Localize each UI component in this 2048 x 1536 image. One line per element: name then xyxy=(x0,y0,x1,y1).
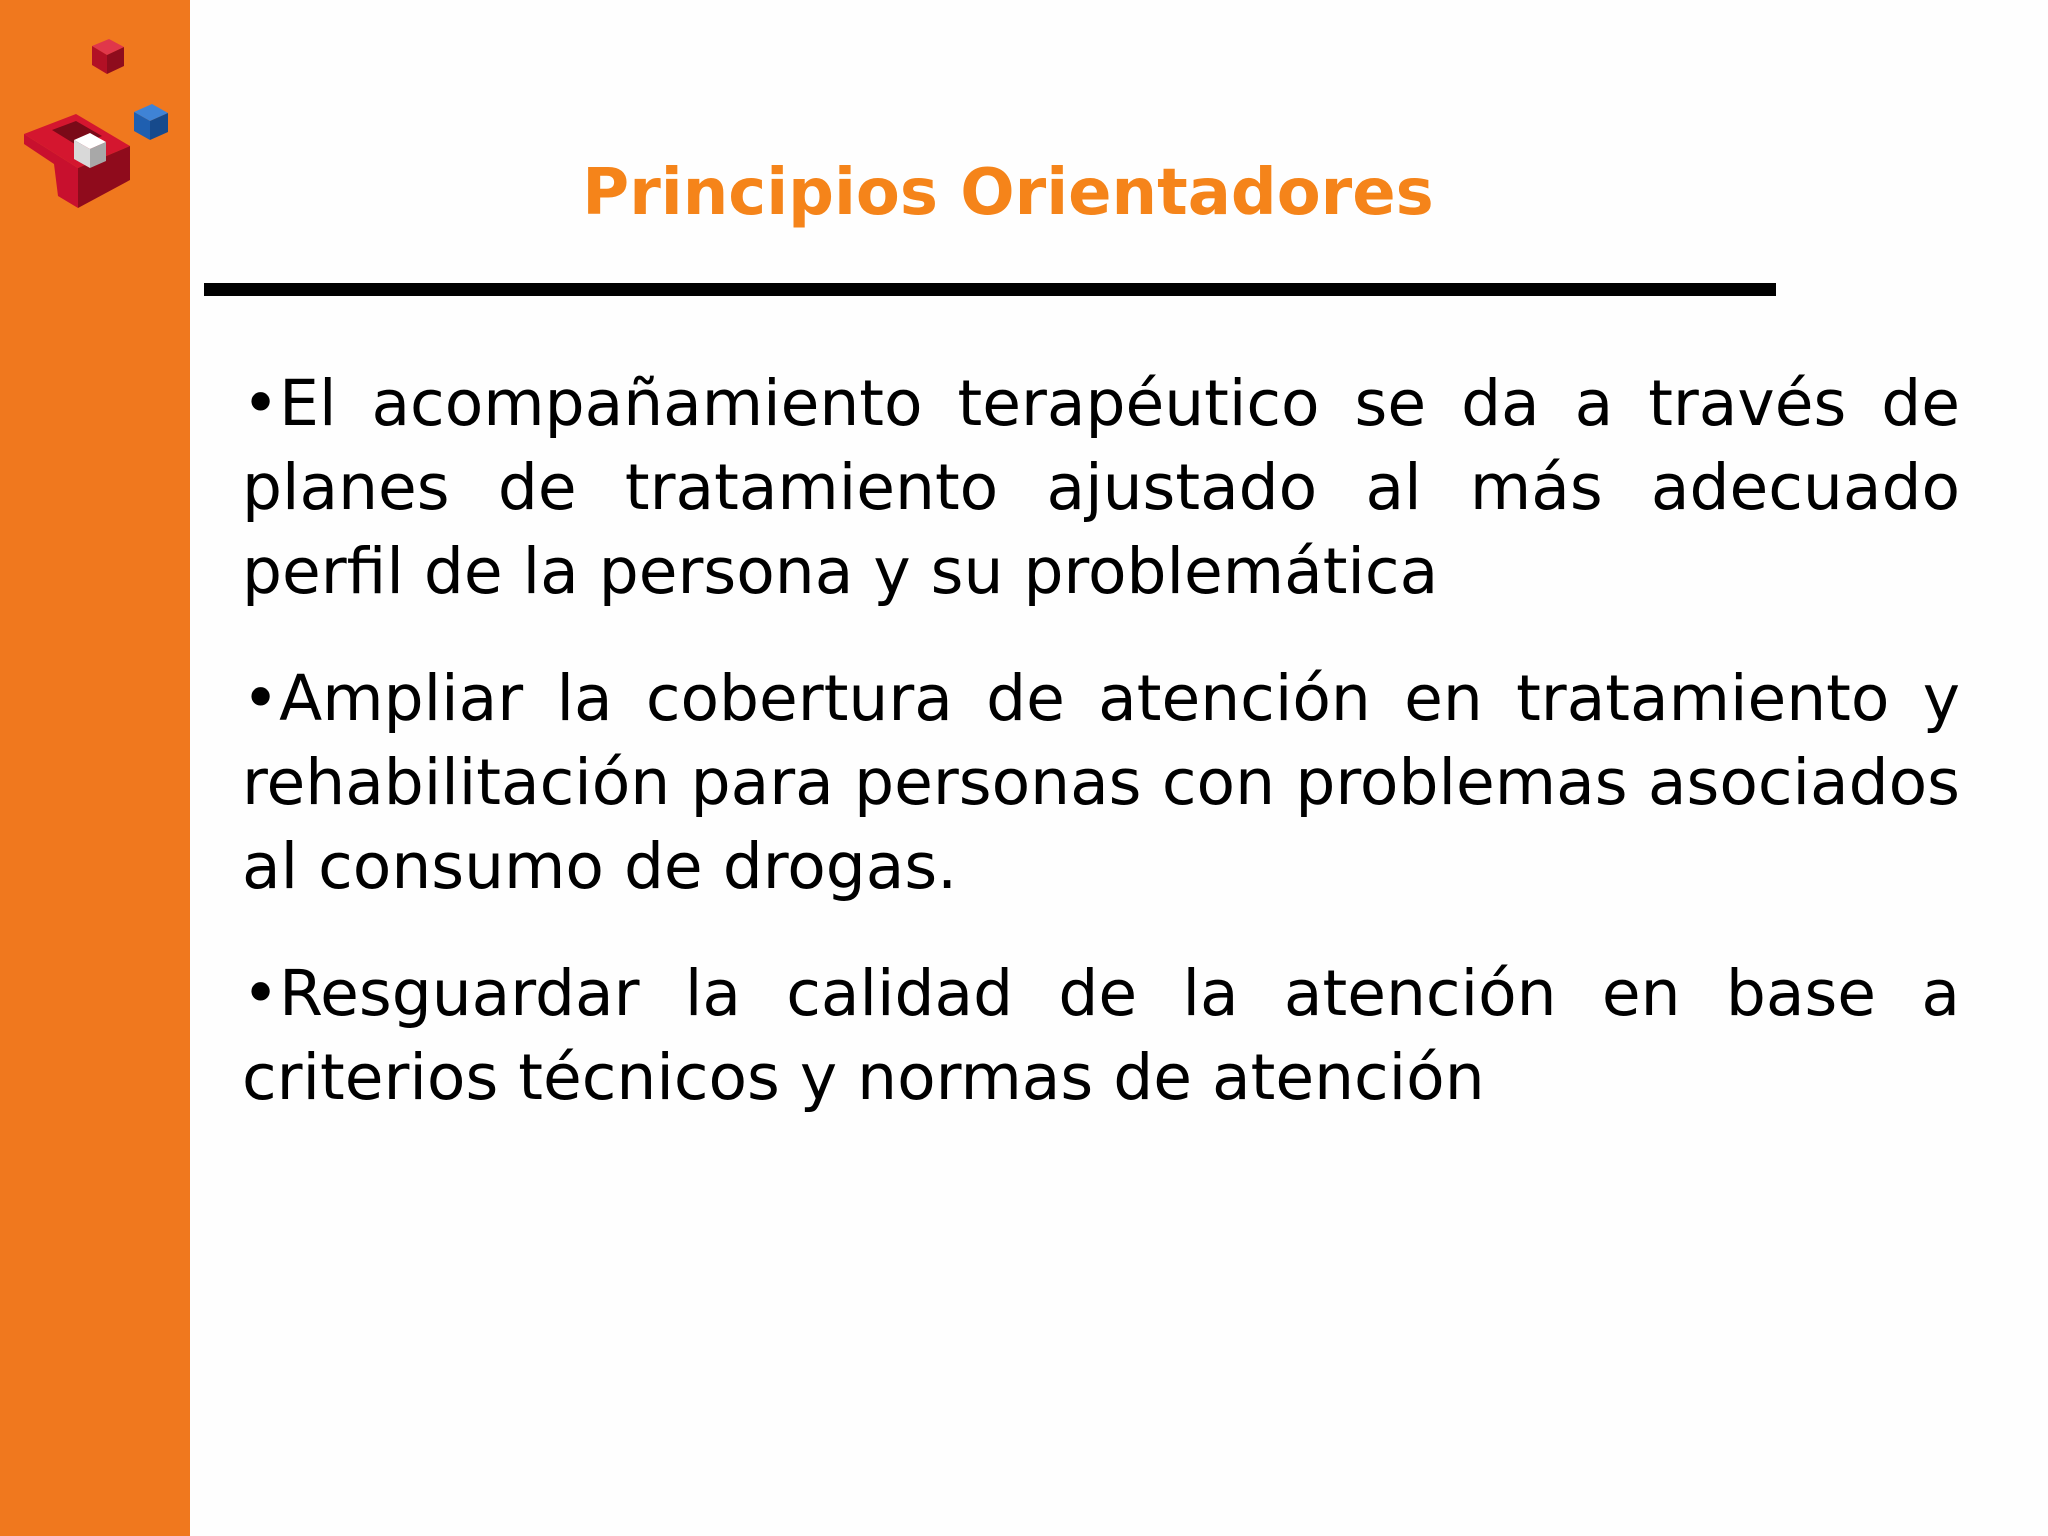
bullet-list xyxy=(242,362,1960,1163)
cubes-logo-icon xyxy=(14,30,174,215)
bullet-text: El acompañamiento terapéutico se da a través de planes de tratamiento ajustado al más adecuado perfil de la persona y su problemática xyxy=(242,367,1960,608)
bullet-dot: • xyxy=(242,367,280,440)
bullet-item xyxy=(242,952,1960,1120)
bullet-item xyxy=(242,657,1960,909)
bullet-text: Ampliar la cobertura de atención en tratamiento y rehabilitación para personas con problemas asociados al consumo de drogas. xyxy=(242,662,1960,903)
slide-title: Principios Orientadores xyxy=(582,156,1434,230)
bullet-item xyxy=(242,362,1960,614)
bullet-dot: • xyxy=(242,662,280,735)
bullet-text: Resguardar la calidad de la atención en base a criterios técnicos y normas de atención xyxy=(242,957,1960,1114)
side-band xyxy=(0,0,190,1536)
bullet-dot: • xyxy=(242,957,280,1030)
title-divider xyxy=(204,283,1776,296)
